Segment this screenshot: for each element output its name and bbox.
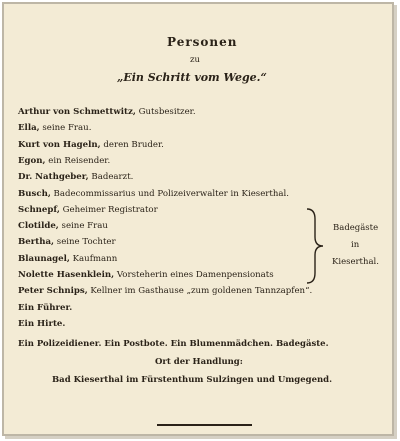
location-text: Bad Kieserthal im Fürstenthum Sulzingen und Umgegend. xyxy=(52,375,333,385)
cast-description: Geheimer Registrator xyxy=(59,204,158,215)
cast-entry xyxy=(18,320,65,329)
cast-entry xyxy=(18,206,158,215)
cast-name: Peter Schnips, xyxy=(18,286,88,297)
cast-description: Badearzt. xyxy=(88,172,134,183)
cast-description: deren Bruder. xyxy=(100,139,164,150)
cast-entry xyxy=(18,124,91,133)
cast-description: Badecommissarius und Polizeiverwalter in Kieserthal. xyxy=(50,188,289,199)
cast-name: Ein Führer. xyxy=(18,302,73,313)
cast-name: Clotilde, xyxy=(18,221,59,232)
play-title: „Ein Schritt vom Wege.“ xyxy=(117,71,267,84)
cast-description: Kaufmann xyxy=(69,253,118,264)
subtitle-zu: zu xyxy=(190,55,200,65)
cast-entry xyxy=(18,304,72,313)
book-page xyxy=(2,2,394,436)
cast-entry xyxy=(18,157,110,166)
bracket-note-line-3: Kieserthal. xyxy=(332,257,379,267)
cast-description: seine Frau. xyxy=(39,123,92,134)
cast-name: Busch, xyxy=(18,188,51,199)
cast-name: Ein Hirte. xyxy=(18,318,66,329)
cast-description: seine Tochter xyxy=(54,237,116,248)
cast-entry xyxy=(18,222,108,231)
cast-entry xyxy=(18,190,289,199)
cast-entry xyxy=(18,238,116,247)
cast-description: Vorsteherin eines Damenpensionats xyxy=(114,270,274,280)
cast-name: Bertha, xyxy=(18,237,55,248)
cast-name: Egon, xyxy=(18,155,46,166)
cast-entry xyxy=(18,173,133,182)
cast-description: ein Reisender. xyxy=(45,155,111,166)
cast-name: Ella, xyxy=(18,123,40,134)
cast-entry xyxy=(18,108,196,117)
cast-description: seine Frau xyxy=(58,221,108,232)
cast-name: Schnepf, xyxy=(18,204,60,215)
cast-name: Blaunagel, xyxy=(18,253,70,264)
cast-entry xyxy=(18,271,274,280)
cast-name: Nolette Hasenklein, xyxy=(18,270,115,280)
cast-name: Arthur von Schmettwitz, xyxy=(18,107,136,117)
cast-entry xyxy=(18,255,117,264)
bracket-note-line-1: Badegäste xyxy=(333,223,379,233)
cast-name: Kurt von Hageln, xyxy=(18,139,101,150)
cast-name: Dr. Nathgeber, xyxy=(18,172,89,183)
cast-description: Gutsbesitzer. xyxy=(135,107,196,117)
cast-entry xyxy=(18,141,164,150)
curly-bracket xyxy=(304,207,326,285)
location-heading: Ort der Handlung: xyxy=(155,357,243,367)
cast-entry xyxy=(18,287,312,296)
title: Personen xyxy=(167,35,238,49)
extras-line: Ein Polizeidiener. Ein Postbote. Ein Blumenmädchen. Badegäste. xyxy=(18,339,329,349)
cast-description: Kellner im Gasthause „zum goldenen Tannzapfen“. xyxy=(87,286,313,297)
bracket-note-line-2: in xyxy=(351,240,360,250)
bottom-rule xyxy=(157,424,252,426)
